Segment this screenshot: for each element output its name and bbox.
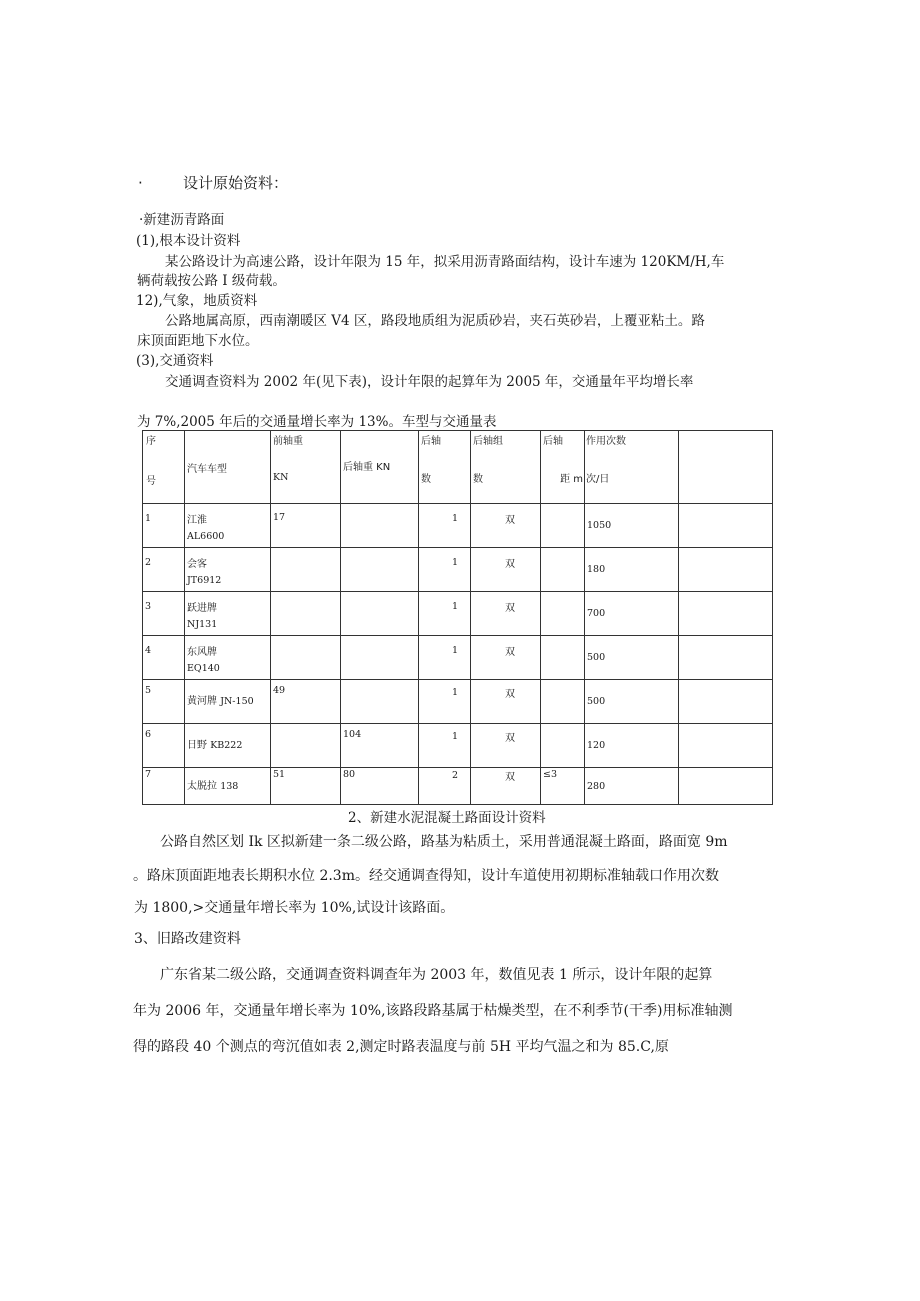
section1-p3-line1: 交通调查资料为 2002 年(见下表)，设计年限的起算年为 2005 年，交通量年平均增长率 [165, 374, 694, 390]
vehicle-traffic-table [142, 430, 773, 805]
header-rear-axle: 后轴重 KN [341, 431, 419, 504]
header-model: 汽车车型 [185, 431, 271, 504]
header-front-axle: 前轴重 KN [271, 431, 341, 504]
table-row: 2 会客 JT6912 1 双 180 [143, 548, 773, 592]
section3-line2: 年为 2006 年，交通量年增长率为 10%,该路段路基属于枯燥类型，在不利季节(干季)用标准轴测 [133, 1003, 733, 1019]
section1-heading: ·新建沥青路面 [139, 212, 225, 228]
header-blank [679, 431, 773, 504]
table-row: 7 太脱拉 138 51 80 2 双 ≤3 280 [143, 768, 773, 805]
section2-line3: 为 1800,>交通量年增长率为 10%,试设计该路面。 [134, 900, 455, 916]
header-rear-distance: 后轴 距 m [541, 431, 585, 504]
header-rear-count: 后轴 数 [419, 431, 471, 504]
table-row: 3 跃进牌 NJ131 1 双 700 [143, 592, 773, 636]
section1-sub1: (1),根本设计资料 [136, 233, 241, 249]
header-seq: 序 号 [143, 431, 185, 504]
section3-line1: 广东省某二级公路，交通调查资料调查年为 2003 年，数值见表 1 所示，设计年限的起算 [160, 967, 713, 983]
table-header-row [143, 431, 773, 504]
section3-line3: 得的路段 40 个测点的弯沉值如表 2,测定时路表温度与前 5H 平均气温之和为 85.C,原 [133, 1039, 669, 1055]
section1-p2-line2: 床顶面距地下水位。 [137, 333, 259, 349]
table-row: 4 东风牌 EQ140 1 双 500 [143, 636, 773, 680]
title-bullet: · [138, 174, 143, 192]
header-frequency: 作用次数 次/日 [585, 431, 679, 504]
table-row: 1 江淮 AL6600 17 1 双 1050 [143, 504, 773, 548]
section1-sub3: (3),交通资料 [136, 353, 214, 369]
section1-p1-line2: 辆荷载按公路 I 级荷载。 [137, 273, 286, 289]
header-rear-group: 后轴组 数 [471, 431, 541, 504]
title-text: 设计原始资料： [183, 174, 289, 192]
table-row: 6 日野 KB222 104 1 双 120 [143, 724, 773, 768]
section2-heading: 2、新建水泥混凝土路面设计资料 [348, 810, 546, 826]
section1-p2-line1: 公路地属高原，西南潮暖区 V4 区，路段地质组为泥质砂岩，夹石英砂岩，上覆亚粘土。路 [165, 313, 705, 329]
page-title [138, 172, 288, 193]
section1-p3-line2: 为 7%,2005 年后的交通量增长率为 13%。车型与交通量表 [137, 414, 497, 430]
section2-line2: 。路床顶面距地表长期积水位 2.3m。经交通调查得知，设计车道使用初期标准轴载口作用次数 [133, 868, 719, 884]
section3-heading: 3、旧路改建资料 [134, 931, 241, 947]
section1-p1-line1: 某公路设计为高速公路，设计年限为 15 年，拟采用沥青路面结构，设计车速为 120KM/H,车 [165, 254, 725, 270]
section2-line1: 公路自然区划 Ik 区拟新建一条二级公路，路基为粘质土，采用普通混凝土路面，路面宽 9m [160, 834, 728, 850]
section1-sub2: 12),气象，地质资料 [136, 293, 258, 309]
table-row: 5 黄河牌 JN-150 49 1 双 500 [143, 680, 773, 724]
